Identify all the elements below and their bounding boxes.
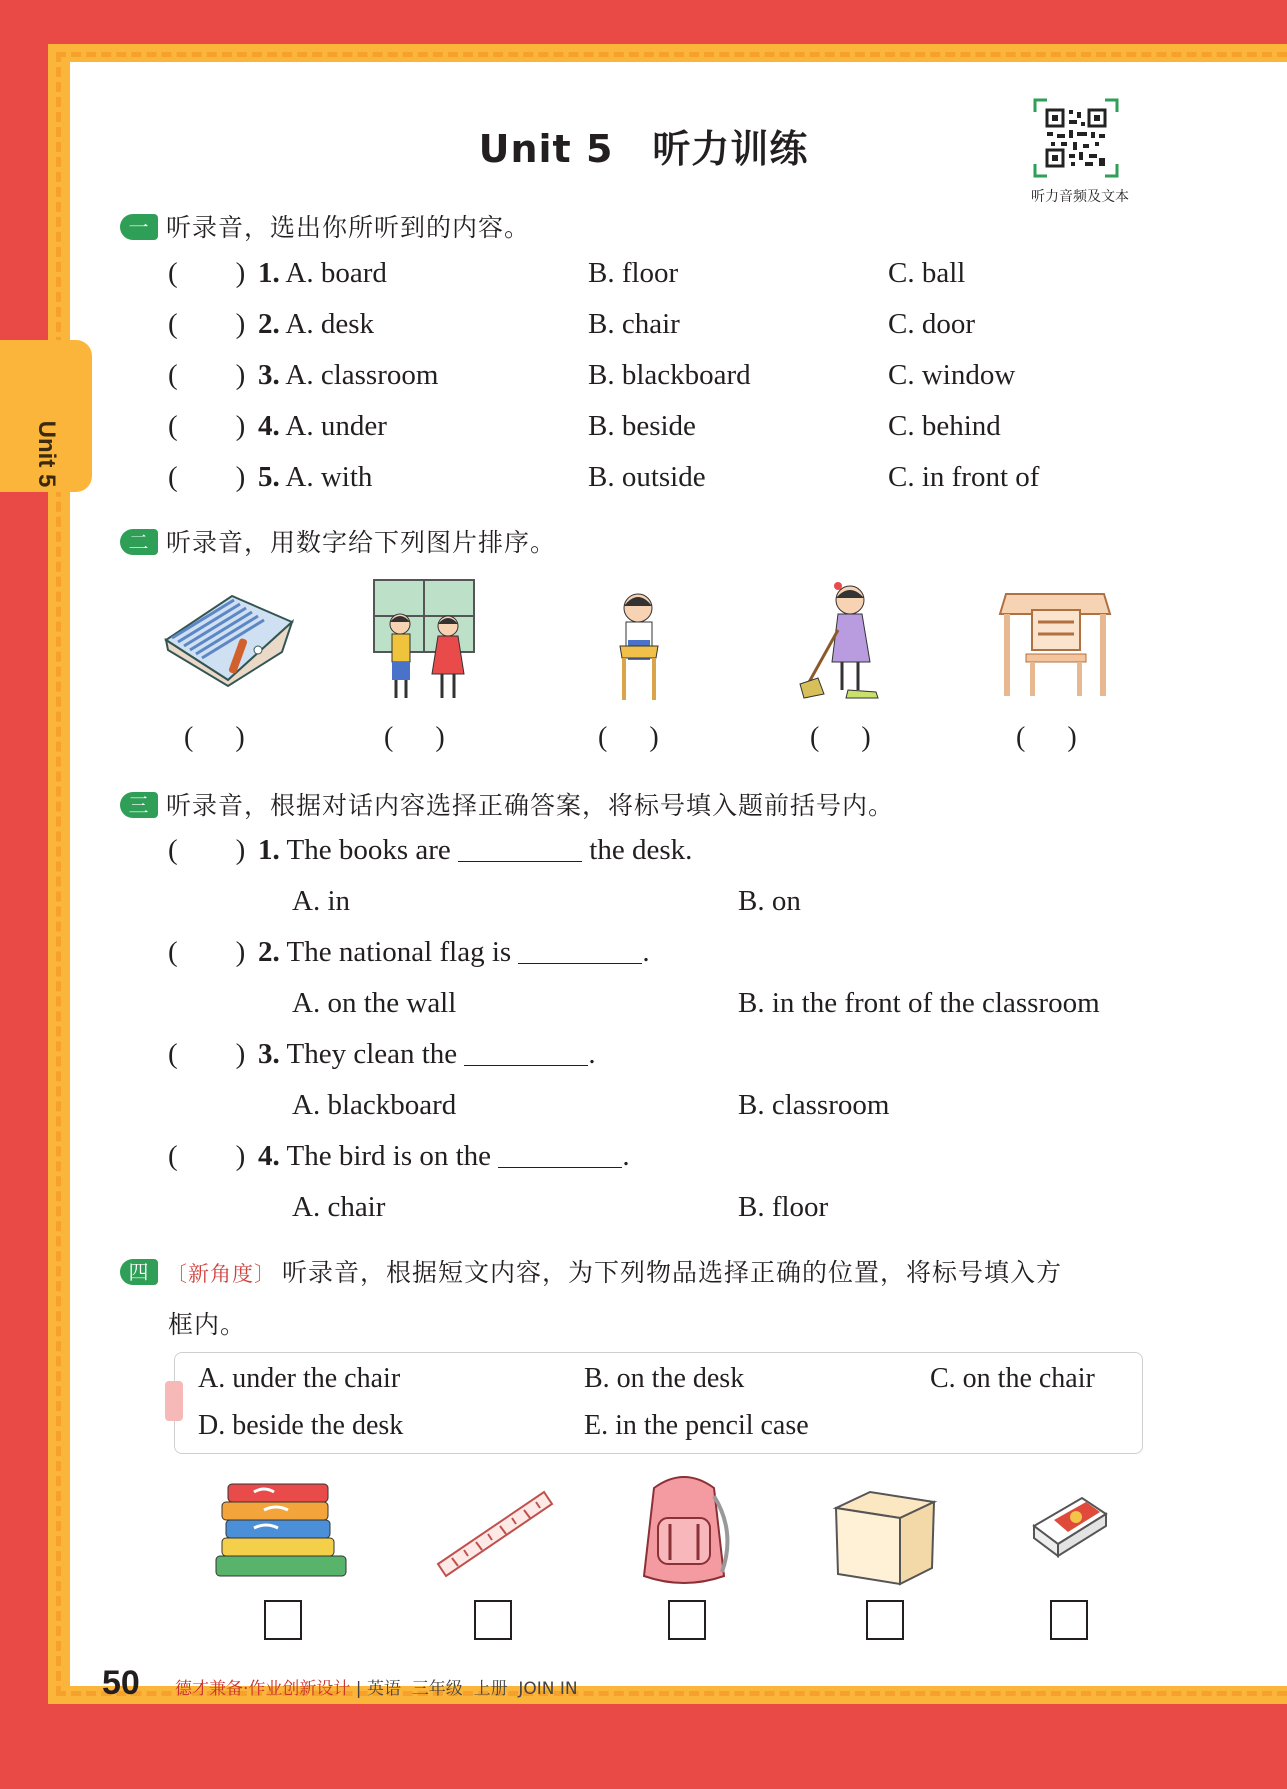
s3-item-2 — [168, 936, 650, 969]
answer-paren[interactable]: ( ) — [168, 257, 246, 289]
s3-item-3-b: B. classroom — [738, 1089, 890, 1121]
answer-paren[interactable]: ( ) — [168, 410, 246, 442]
item-number: 5. — [258, 461, 280, 493]
s1-item-2 — [258, 308, 374, 341]
s3-item-1-b: B. on — [738, 885, 801, 917]
s3-item-4-a: A. chair — [292, 1191, 386, 1223]
answer-blank[interactable] — [518, 937, 642, 964]
section2-instruction: 听录音，用数字给下列图片排序。 — [166, 528, 557, 557]
s3-item-2-a: A. on the wall — [292, 987, 457, 1019]
option-e: E. in the pencil case — [584, 1410, 809, 1441]
s3-item-1 — [168, 834, 692, 867]
answer-box-schoolbag[interactable] — [668, 1600, 706, 1640]
order-paren-3[interactable]: ( ) — [598, 722, 659, 753]
section2-badge: 二 — [120, 529, 158, 555]
option-a: A. board — [285, 257, 387, 289]
s1-item-5 — [258, 461, 372, 494]
option-a: A. under the chair — [198, 1363, 401, 1394]
footer-grade: 三年级 — [411, 1679, 463, 1699]
s1-row-5 — [168, 461, 258, 494]
books-picture — [214, 1480, 354, 1582]
s1-row-3 — [168, 359, 258, 392]
answer-paren[interactable]: ( ) — [168, 1140, 246, 1172]
qr-code-icon — [1033, 98, 1119, 178]
page-frame — [48, 44, 1287, 1704]
unit-side-tab-label: Unit 5 — [33, 420, 60, 488]
page-number: 50 — [102, 1664, 140, 1702]
footer-divider: | — [350, 1679, 367, 1699]
option-d: D. beside the desk — [198, 1410, 404, 1441]
s1-item-5-c: C. in front of — [888, 461, 1040, 493]
s1-item-3-b: B. blackboard — [588, 359, 751, 391]
item-number: 2. — [258, 936, 280, 968]
pencil-case-picture — [162, 588, 296, 688]
section4-instruction-cont: 框内。 — [168, 1310, 247, 1339]
section1-instruction: 听录音，选出你所听到的内容。 — [166, 213, 531, 242]
option-a: A. under — [285, 410, 387, 442]
answer-blank[interactable] — [498, 1141, 622, 1168]
children-cleaning-window-picture — [370, 574, 480, 704]
answer-box-ruler[interactable] — [474, 1600, 512, 1640]
answer-paren[interactable]: ( ) — [168, 936, 246, 968]
order-paren-5[interactable]: ( ) — [1016, 722, 1077, 753]
answer-box-box[interactable] — [866, 1600, 904, 1640]
item-number: 4. — [258, 1140, 280, 1172]
question-text-end: the desk. — [582, 834, 693, 866]
section1-heading — [120, 208, 530, 244]
s1-item-1-c: C. ball — [888, 257, 966, 289]
s1-item-2-b: B. chair — [588, 308, 680, 340]
section2-heading — [120, 523, 556, 559]
s1-row-4 — [168, 410, 258, 443]
s1-item-1-b: B. floor — [588, 257, 679, 289]
question-text-end: . — [622, 1140, 630, 1172]
item-number: 1. — [258, 834, 280, 866]
question-text: They clean the — [286, 1038, 465, 1070]
s3-item-2-b: B. in the front of the classroom — [738, 987, 1100, 1019]
footer-volume: 上册 — [473, 1679, 508, 1699]
boy-on-chair-picture — [606, 586, 672, 706]
section1-badge: 一 — [120, 214, 158, 240]
question-text: The books are — [286, 834, 459, 866]
s1-item-4-b: B. beside — [588, 410, 696, 442]
s1-item-5-b: B. outside — [588, 461, 706, 493]
s3-item-4-b: B. floor — [738, 1191, 829, 1223]
options-box-tab — [165, 1381, 183, 1421]
footer-subject: 英语 — [366, 1679, 401, 1699]
option-b: B. on the desk — [584, 1363, 745, 1394]
item-number: 2. — [258, 308, 280, 340]
s1-item-1 — [258, 257, 387, 290]
answer-box-books[interactable] — [264, 1600, 302, 1640]
section3-heading — [120, 786, 894, 822]
girl-sweeping-picture — [798, 580, 888, 704]
section4-badge: 四 — [120, 1259, 158, 1285]
page-title: Unit 5 听力训练 — [478, 127, 809, 171]
new-angle-tag: 〔新角度〕 — [166, 1262, 276, 1286]
answer-paren[interactable]: ( ) — [168, 461, 246, 493]
item-number: 1. — [258, 257, 280, 289]
question-text: The bird is on the — [286, 1140, 499, 1172]
s3-item-3 — [168, 1038, 596, 1071]
answer-blank[interactable] — [464, 1039, 588, 1066]
box-picture — [830, 1488, 940, 1588]
ruler-picture — [434, 1486, 556, 1580]
answer-box-eraser[interactable] — [1050, 1600, 1088, 1640]
question-text-end: . — [588, 1038, 596, 1070]
order-paren-4[interactable]: ( ) — [810, 722, 871, 753]
s1-row-1 — [168, 257, 258, 290]
answer-blank[interactable] — [458, 835, 582, 862]
order-paren-1[interactable]: ( ) — [184, 722, 245, 753]
question-text: The national flag is — [286, 936, 519, 968]
item-number: 3. — [258, 359, 280, 391]
s1-item-3-c: C. window — [888, 359, 1016, 391]
section4-heading — [120, 1253, 1062, 1289]
qr-caption: 听力音频及文本 — [1031, 189, 1129, 205]
s3-item-4 — [168, 1140, 630, 1173]
option-a: A. desk — [285, 308, 375, 340]
option-a: A. classroom — [285, 359, 439, 391]
answer-paren[interactable]: ( ) — [168, 834, 246, 866]
section3-instruction: 听录音，根据对话内容选择正确答案，将标号填入题前括号内。 — [166, 791, 895, 820]
order-paren-2[interactable]: ( ) — [384, 722, 445, 753]
desk-and-chair-picture — [996, 588, 1114, 700]
footer-series: JOIN IN — [518, 1679, 578, 1699]
footer-info — [175, 1674, 578, 1699]
footer-brand: 德才兼备·作业创新设计 — [175, 1679, 351, 1699]
item-number: 4. — [258, 410, 280, 442]
unit-side-tab — [0, 340, 92, 492]
section3-badge: 三 — [120, 792, 158, 818]
s3-item-1-a: A. in — [292, 885, 350, 917]
answer-paren[interactable]: ( ) — [168, 1038, 246, 1070]
eraser-picture — [1030, 1494, 1110, 1560]
option-c: C. on the chair — [930, 1363, 1095, 1394]
s1-item-3 — [258, 359, 438, 392]
item-number: 3. — [258, 1038, 280, 1070]
s3-item-3-a: A. blackboard — [292, 1089, 457, 1121]
section4-instruction: 听录音，根据短文内容，为下列物品选择正确的位置，将标号填入方 — [282, 1258, 1063, 1287]
s1-item-4 — [258, 410, 387, 443]
s1-item-4-c: C. behind — [888, 410, 1001, 442]
answer-paren[interactable]: ( ) — [168, 359, 246, 391]
option-a: A. with — [285, 461, 373, 493]
question-text-end: . — [642, 936, 650, 968]
schoolbag-picture — [632, 1472, 738, 1590]
s1-row-2 — [168, 308, 258, 341]
s1-item-2-c: C. door — [888, 308, 975, 340]
answer-paren[interactable]: ( ) — [168, 308, 246, 340]
